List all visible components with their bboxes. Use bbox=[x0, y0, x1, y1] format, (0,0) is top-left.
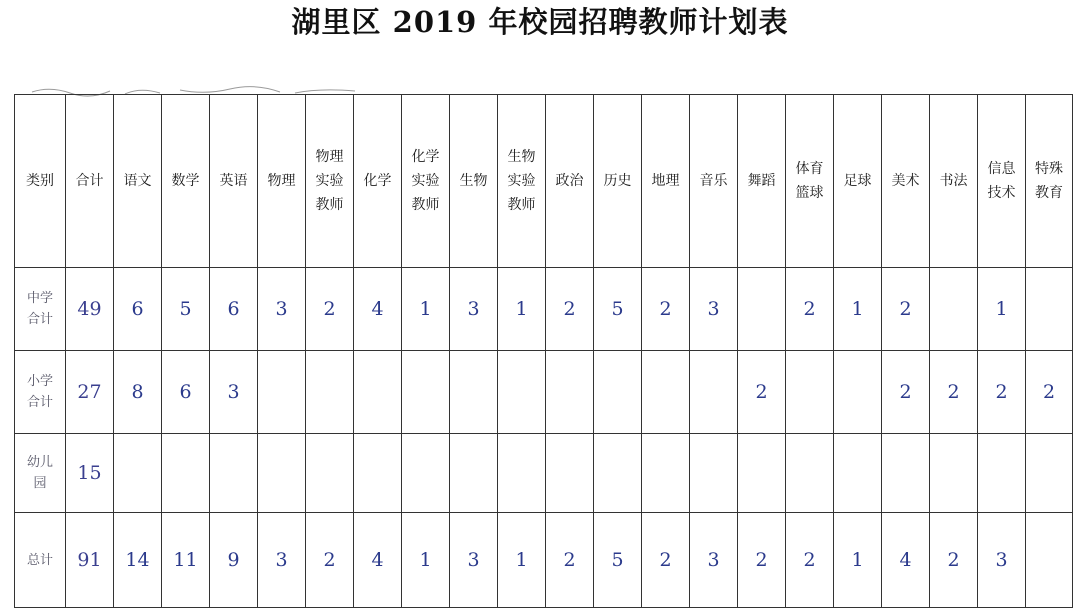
table-cell: 5 bbox=[594, 268, 642, 351]
header-total bbox=[66, 95, 114, 268]
header-art bbox=[882, 95, 930, 268]
header-english bbox=[210, 95, 258, 268]
table-cell: 2 bbox=[930, 351, 978, 434]
table-cell: 2 bbox=[642, 268, 690, 351]
row-label: 总计 bbox=[15, 513, 66, 608]
header-physics bbox=[258, 95, 306, 268]
table-cell bbox=[1026, 268, 1073, 351]
grand-total-row bbox=[15, 513, 1073, 608]
header-label: 物理 bbox=[267, 173, 296, 189]
header-history bbox=[594, 95, 642, 268]
header-label: 生物 实验 教师 bbox=[507, 149, 536, 213]
table-cell bbox=[498, 351, 546, 434]
header-label: 化学 bbox=[363, 173, 392, 189]
table-cell: 2 bbox=[1026, 351, 1073, 434]
header-football bbox=[834, 95, 882, 268]
table-cell bbox=[642, 351, 690, 434]
table-cell: 2 bbox=[882, 351, 930, 434]
table-cell bbox=[738, 434, 786, 513]
kindergarten-row bbox=[15, 434, 1073, 513]
header-label: 物理 实验 教师 bbox=[315, 149, 344, 213]
header-label: 体育 篮球 bbox=[795, 161, 824, 201]
header-politics bbox=[546, 95, 594, 268]
header-music bbox=[690, 95, 738, 268]
table-cell: 2 bbox=[738, 513, 786, 608]
table-cell: 2 bbox=[546, 513, 594, 608]
table-cell: 9 bbox=[210, 513, 258, 608]
table-cell bbox=[834, 351, 882, 434]
table-cell bbox=[546, 351, 594, 434]
table-cell: 1 bbox=[834, 513, 882, 608]
header-label: 地理 bbox=[651, 173, 680, 189]
table-cell: 3 bbox=[258, 513, 306, 608]
table-cell: 3 bbox=[450, 513, 498, 608]
table-cell: 1 bbox=[402, 268, 450, 351]
table-cell: 2 bbox=[930, 513, 978, 608]
table-cell bbox=[258, 351, 306, 434]
header-label: 生物 bbox=[459, 173, 488, 189]
header-category bbox=[15, 95, 66, 268]
header-physics-lab-teacher bbox=[306, 95, 354, 268]
header-math bbox=[162, 95, 210, 268]
table-cell bbox=[930, 434, 978, 513]
table-cell: 3 bbox=[978, 513, 1026, 608]
primary-school-row bbox=[15, 351, 1073, 434]
table-cell bbox=[834, 434, 882, 513]
table-cell: 6 bbox=[210, 268, 258, 351]
table-cell bbox=[738, 268, 786, 351]
header-label: 政治 bbox=[555, 173, 584, 189]
row-label: 小学 合计 bbox=[15, 351, 66, 434]
table-cell bbox=[306, 434, 354, 513]
table-cell: 4 bbox=[882, 513, 930, 608]
table-cell: 1 bbox=[402, 513, 450, 608]
table-cell: 2 bbox=[786, 513, 834, 608]
table-cell: 8 bbox=[114, 351, 162, 434]
header-special-education bbox=[1026, 95, 1073, 268]
header-geography bbox=[642, 95, 690, 268]
header-label: 合计 bbox=[75, 173, 104, 189]
header-label: 美术 bbox=[891, 173, 920, 189]
table-cell: 49 bbox=[66, 268, 114, 351]
header-label: 舞蹈 bbox=[747, 173, 776, 189]
table-cell: 3 bbox=[258, 268, 306, 351]
table-cell: 4 bbox=[354, 268, 402, 351]
header-label: 数学 bbox=[171, 173, 200, 189]
header-chinese bbox=[114, 95, 162, 268]
table-cell bbox=[450, 351, 498, 434]
header-calligraphy bbox=[930, 95, 978, 268]
table-cell bbox=[498, 434, 546, 513]
header-label: 历史 bbox=[603, 173, 632, 189]
table-cell: 3 bbox=[690, 268, 738, 351]
table-cell bbox=[354, 434, 402, 513]
header-chemistry bbox=[354, 95, 402, 268]
header-label: 音乐 bbox=[699, 173, 728, 189]
table-cell: 2 bbox=[786, 268, 834, 351]
row-label: 幼儿 园 bbox=[15, 434, 66, 513]
row-label: 中学 合计 bbox=[15, 268, 66, 351]
table-cell bbox=[402, 434, 450, 513]
table-cell bbox=[354, 351, 402, 434]
table-cell bbox=[594, 351, 642, 434]
table-cell: 27 bbox=[66, 351, 114, 434]
header-label: 英语 bbox=[219, 173, 248, 189]
table-cell: 2 bbox=[642, 513, 690, 608]
table-cell: 2 bbox=[738, 351, 786, 434]
header-biology-lab-teacher bbox=[498, 95, 546, 268]
table-cell: 15 bbox=[66, 434, 114, 513]
table-cell bbox=[402, 351, 450, 434]
table-cell bbox=[162, 434, 210, 513]
table-cell: 3 bbox=[450, 268, 498, 351]
header-chemistry-lab-teacher bbox=[402, 95, 450, 268]
header-label: 语文 bbox=[123, 173, 152, 189]
table-cell: 1 bbox=[498, 268, 546, 351]
table-cell: 2 bbox=[306, 268, 354, 351]
table-cell: 6 bbox=[162, 351, 210, 434]
middle-school-row bbox=[15, 268, 1073, 351]
table-cell: 5 bbox=[162, 268, 210, 351]
table-cell bbox=[546, 434, 594, 513]
table-cell: 1 bbox=[978, 268, 1026, 351]
table-cell: 2 bbox=[978, 351, 1026, 434]
table-cell: 3 bbox=[690, 513, 738, 608]
header-pe-basketball bbox=[786, 95, 834, 268]
table-cell: 11 bbox=[162, 513, 210, 608]
table-cell bbox=[258, 434, 306, 513]
header-row bbox=[15, 95, 1073, 268]
table-cell bbox=[690, 351, 738, 434]
table-cell bbox=[786, 351, 834, 434]
table-cell bbox=[930, 268, 978, 351]
table-cell: 6 bbox=[114, 268, 162, 351]
table-cell bbox=[450, 434, 498, 513]
page-title: 湖里区 2019 年校园招聘教师计划表 bbox=[291, 5, 789, 39]
table-cell: 1 bbox=[498, 513, 546, 608]
header-label: 足球 bbox=[843, 173, 872, 189]
table-cell bbox=[882, 434, 930, 513]
header-label: 类别 bbox=[26, 173, 54, 189]
table-cell: 4 bbox=[354, 513, 402, 608]
table-cell: 1 bbox=[834, 268, 882, 351]
table-cell: 14 bbox=[114, 513, 162, 608]
table-cell bbox=[690, 434, 738, 513]
table-cell bbox=[1026, 434, 1073, 513]
table-cell bbox=[210, 434, 258, 513]
table-cell: 91 bbox=[66, 513, 114, 608]
table-cell bbox=[978, 434, 1026, 513]
header-label: 信息 技术 bbox=[987, 161, 1016, 201]
header-dance bbox=[738, 95, 786, 268]
header-label: 书法 bbox=[939, 173, 968, 189]
header-biology bbox=[450, 95, 498, 268]
table-cell: 3 bbox=[210, 351, 258, 434]
recruitment-plan-table bbox=[14, 94, 1073, 608]
table-cell bbox=[642, 434, 690, 513]
table-cell bbox=[114, 434, 162, 513]
table-cell: 2 bbox=[306, 513, 354, 608]
table-cell: 5 bbox=[594, 513, 642, 608]
header-label: 化学 实验 教师 bbox=[411, 149, 440, 213]
table-cell bbox=[594, 434, 642, 513]
table-cell bbox=[306, 351, 354, 434]
header-info-tech bbox=[978, 95, 1026, 268]
table-cell bbox=[786, 434, 834, 513]
table-cell: 2 bbox=[882, 268, 930, 351]
header-label: 特殊 教育 bbox=[1035, 161, 1063, 201]
table-cell bbox=[1026, 513, 1073, 608]
table-cell: 2 bbox=[546, 268, 594, 351]
